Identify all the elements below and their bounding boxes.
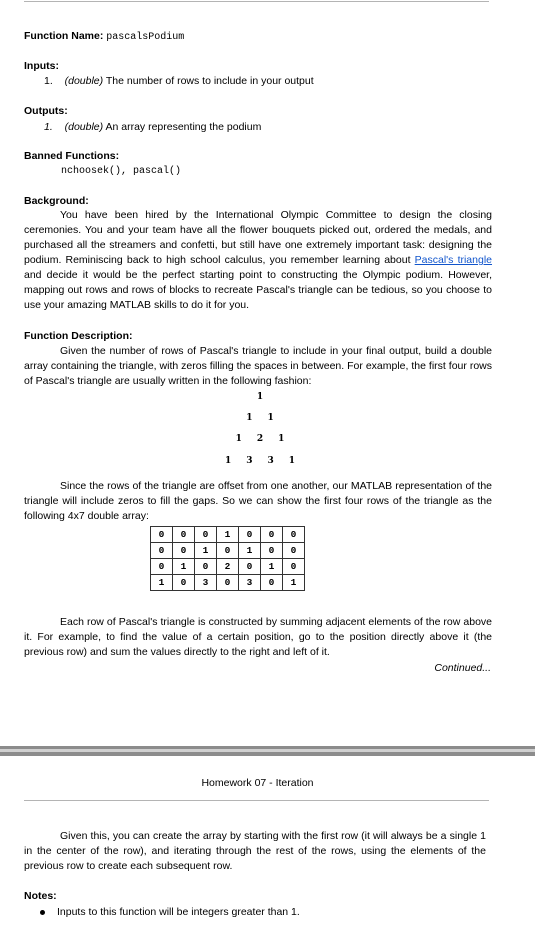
array-cell: 0 (283, 527, 305, 543)
triangle-row-1 (0, 392, 520, 402)
array-cell: 1 (151, 575, 173, 591)
array-cell: 0 (173, 543, 195, 559)
array-cell: 3 (239, 575, 261, 591)
inputs-item-text: The number of rows to include in your output (105, 75, 314, 87)
function-name-label: Function Name: (24, 30, 104, 42)
triangle-row-4 (0, 456, 520, 466)
double-array-table (150, 526, 305, 591)
triangle-value: 1 (235, 434, 242, 444)
array-cell: 0 (239, 527, 261, 543)
triangle-value: 1 (278, 434, 285, 444)
outputs-item-text: An array representing the podium (105, 121, 262, 133)
array-cell: 0 (261, 543, 283, 559)
array-cell: 0 (173, 575, 195, 591)
continued-note (434, 661, 491, 676)
array-cell: 1 (283, 575, 305, 591)
notes-item (40, 905, 300, 920)
triangle-row-2 (0, 413, 520, 423)
inputs-item-number: 1. (44, 75, 53, 87)
background-text-2: and decide it would be the perfect starting point to constructing the Olympic podium. However, mapping out rows and rows of blocks to recreate Pascal's triangle can be tedious, so you choose to use your amazing MATLAB skills to do it for you. (24, 269, 492, 311)
description-heading: Function Description: (24, 330, 133, 342)
triangle-value: 1 (256, 392, 264, 402)
function-name-value: pascalsPodium (106, 32, 185, 43)
page-break-gap (0, 749, 535, 752)
notes-item-text: Inputs to this function will be integers greater than 1. (57, 906, 300, 918)
array-cell: 0 (195, 527, 217, 543)
array-cell: 1 (195, 543, 217, 559)
outputs-heading: Outputs: (24, 105, 68, 117)
banned-list: nchoosek(), pascal() (61, 166, 182, 177)
triangle-value: 1 (224, 456, 232, 466)
array-cell: 0 (151, 527, 173, 543)
description-paragraph-3: Each row of Pascal's triangle is constructed by summing adjacent elements of the row above it. For example, to find the value of a certain position, go to the position directly above it (the previous row) and sum the values directly to the right and left of it. (24, 616, 492, 658)
inputs-item-type: (double) (64, 75, 104, 87)
bullet-icon (40, 910, 45, 915)
inputs-item (44, 74, 314, 89)
page2-paragraph: Given this, you can create the array by starting with the first row (it will always be a single 1 in the center of the row), and iterating through the rest of the rows, using the elements of the previous row to create each subsequent row. (24, 830, 486, 872)
array-row (151, 543, 305, 559)
array-cell: 1 (261, 559, 283, 575)
description-paragraph-2: Since the rows of the triangle are offset from one another, our MATLAB representation of the triangle will include zeros to fill the gaps. So we can show the first four rows of the triangle as the following 4x7 double array: (24, 480, 492, 522)
notes-heading: Notes: (24, 890, 57, 902)
triangle-value: 3 (246, 456, 253, 466)
array-row (151, 575, 305, 591)
continued-text: Continued... (434, 662, 491, 674)
array-cell: 0 (283, 559, 305, 575)
array-cell: 1 (173, 559, 195, 575)
array-cell: 0 (261, 527, 283, 543)
outputs-item (44, 120, 261, 135)
triangle-value: 1 (267, 413, 274, 423)
page-header-title: Homework 07 - Iteration (201, 777, 314, 789)
pascals-triangle-link[interactable]: Pascal's triangle (414, 254, 493, 266)
background-heading: Background: (24, 195, 89, 207)
array-cell: 0 (151, 543, 173, 559)
background-text-1: You have been hired by the International Olympic Committee to design the closing ceremonies. You and your team have all the flower bouquets picked out, ordered the medals, and purchased all the streamers and confetti, but still have one extremely important task: designing the podium. Reminiscing back to high school calculus, you remember learning about (24, 209, 492, 266)
background-paragraph (24, 208, 492, 313)
triangle-row-3 (0, 434, 520, 444)
triangle-value: 1 (246, 413, 253, 423)
array-cell: 0 (239, 559, 261, 575)
array-cell: 1 (217, 527, 239, 543)
outputs-item-number: 1. (44, 121, 53, 133)
description-paragraph-1: Given the number of rows of Pascal's triangle to include in your final output, build a double array containing the triangle, with zeros filling the spaces in between. For example, the first four rows of Pascal's triangle are usually written in the following fashion: (24, 345, 492, 387)
array-cell: 1 (239, 543, 261, 559)
triangle-value: 2 (256, 434, 264, 444)
inputs-heading: Inputs: (24, 60, 59, 72)
array-cell: 0 (195, 559, 217, 575)
triangle-value: 1 (288, 456, 296, 466)
array-cell: 0 (283, 543, 305, 559)
array-cell: 0 (217, 575, 239, 591)
function-name-line (24, 29, 184, 45)
array-cell: 3 (195, 575, 217, 591)
array-row (151, 559, 305, 575)
triangle-value: 3 (267, 456, 274, 466)
header-rule (24, 800, 489, 801)
array-cell: 0 (261, 575, 283, 591)
array-cell: 0 (217, 543, 239, 559)
top-rule (24, 1, 489, 2)
outputs-item-type: (double) (64, 121, 104, 133)
array-cell: 2 (217, 559, 239, 575)
array-cell: 0 (151, 559, 173, 575)
banned-heading: Banned Functions: (24, 150, 120, 162)
array-row (151, 527, 305, 543)
array-cell: 0 (173, 527, 195, 543)
